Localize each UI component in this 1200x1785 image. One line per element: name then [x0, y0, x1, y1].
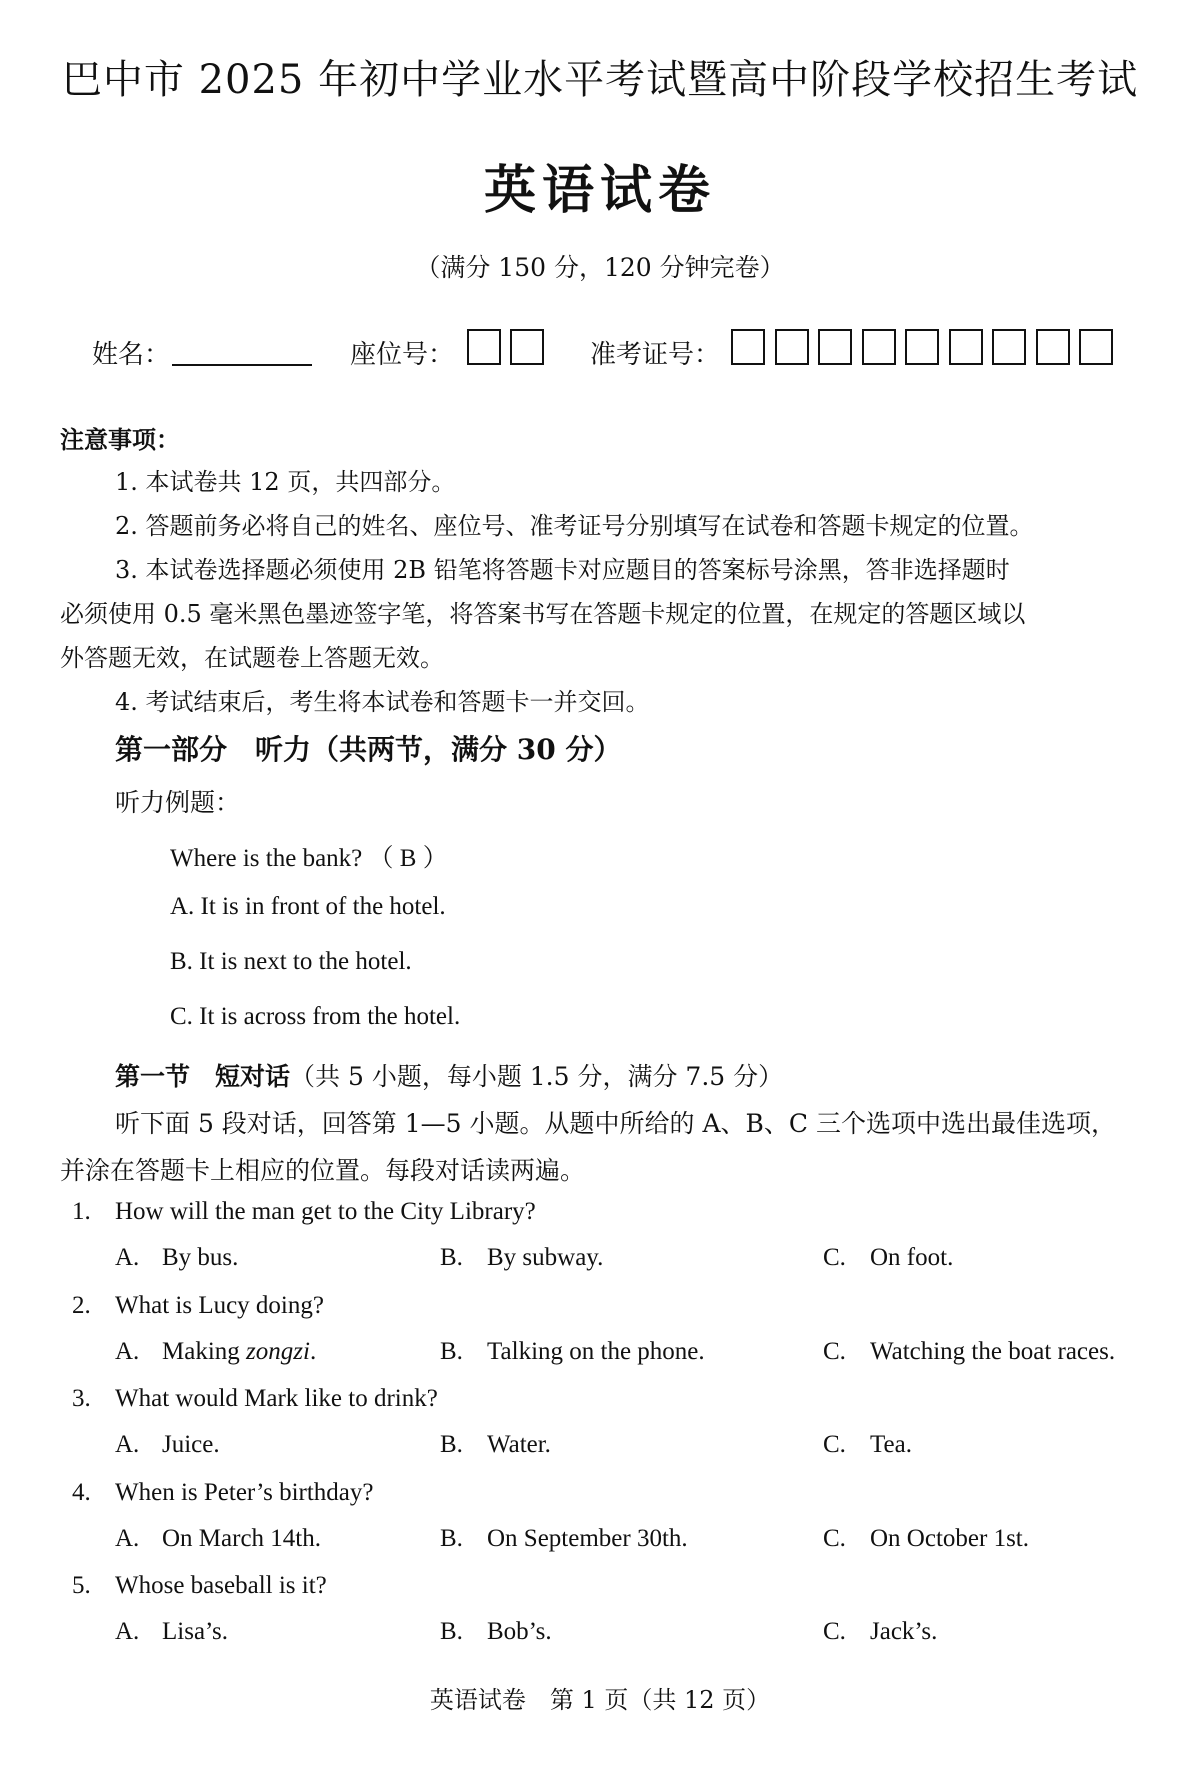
- option-c-text: Tea.: [870, 1431, 912, 1458]
- option-a-text: [162, 1431, 220, 1459]
- option-a-label: A.: [115, 1618, 140, 1645]
- note-item: 2. 答题前务必将自己的姓名、座位号、准考证号分别填写在试卷和答题卡规定的位置。: [115, 512, 1034, 540]
- option-a-label: A.: [115, 1431, 140, 1458]
- note-item: 1. 本试卷共 12 页，共四部分。: [115, 468, 456, 496]
- option-c-label: C.: [823, 1618, 846, 1645]
- example-question: Where is the bank? （ B ）: [170, 845, 448, 872]
- answer-digit-box[interactable]: [949, 329, 983, 365]
- answer-digit-box[interactable]: [731, 329, 765, 365]
- option-a-label: A.: [115, 1337, 140, 1365]
- option-c-text: Jack’s.: [870, 1618, 938, 1645]
- option-a-main: By bus.: [162, 1244, 239, 1271]
- answer-digit-box[interactable]: [992, 329, 1026, 365]
- answer-digit-box[interactable]: [862, 329, 896, 365]
- name-label: 姓名：: [92, 340, 171, 370]
- exam-number-label: 准考证号：: [590, 340, 721, 370]
- question-text: Whose baseball is it?: [115, 1572, 327, 1599]
- option-b-text: Bob’s.: [487, 1618, 552, 1645]
- option-a-label: A.: [115, 1244, 140, 1271]
- option-a-italic: zongzi: [246, 1337, 310, 1365]
- section1-instructions: 听下面 5 段对话，回答第 1—5 小题。从题中所给的 A、B、C 三个选项中选出最佳选项，: [115, 1109, 1116, 1138]
- question-number: 1.: [72, 1198, 91, 1225]
- option-a-main: Lisa’s.: [162, 1618, 228, 1645]
- answer-digit-box[interactable]: [905, 329, 939, 365]
- option-b-label: B.: [440, 1431, 463, 1458]
- note-item: 必须使用 0.5 毫米黑色墨迹签字笔，将答案书写在答题卡规定的位置，在规定的答题区域以: [60, 600, 1026, 628]
- exam-title: 巴中市 2025 年初中学业水平考试暨高中阶段学校招生考试: [61, 57, 1139, 103]
- option-a-label: A.: [115, 1524, 140, 1552]
- option-c-text: On foot.: [870, 1244, 954, 1271]
- question-text: When is Peter’s birthday?: [115, 1478, 374, 1506]
- example-option-a: A. It is in front of the hotel.: [170, 893, 446, 920]
- seat-label: 座位号：: [350, 340, 455, 370]
- answer-digit-box[interactable]: [775, 329, 809, 365]
- option-c-label: C.: [823, 1524, 846, 1552]
- answer-digit-box[interactable]: [1079, 329, 1113, 365]
- option-b-label: B.: [440, 1337, 463, 1365]
- question-number: 3.: [72, 1385, 91, 1412]
- option-b-text: On September 30th.: [487, 1524, 688, 1552]
- paper-title: 英语试卷: [483, 160, 716, 221]
- option-a-main: Juice.: [162, 1431, 220, 1458]
- score-time-note: （满分 150 分，120 分钟完卷）: [415, 253, 785, 282]
- answer-digit-box[interactable]: [467, 329, 501, 365]
- page-footer: 英语试卷 第 1 页（共 12 页）: [429, 1686, 771, 1714]
- option-a-text: [162, 1525, 321, 1553]
- question-number: 4.: [72, 1478, 91, 1506]
- example-label: 听力例题：: [115, 788, 241, 817]
- section1-title: 第一节 短对话: [115, 1062, 291, 1091]
- note-item: 外答题无效，在试题卷上答题无效。: [60, 644, 444, 672]
- name-field[interactable]: [172, 364, 312, 366]
- question-number: 2.: [72, 1291, 91, 1319]
- section1-instructions: 并涂在答题卡上相应的位置。每段对话读两遍。: [60, 1156, 586, 1185]
- option-a-text: [162, 1244, 238, 1272]
- note-item: 4. 考试结束后，考生将本试卷和答题卡一并交回。: [115, 688, 650, 716]
- answer-digit-box[interactable]: [1036, 329, 1070, 365]
- option-c-label: C.: [823, 1337, 846, 1365]
- section1-score-note: （共 5 小题，每小题 1.5 分，满分 7.5 分）: [290, 1062, 784, 1091]
- part1-heading: 第一部分 听力（共两节，满分 30 分）: [115, 733, 622, 766]
- option-b-text: Water.: [487, 1431, 551, 1458]
- question-text: What is Lucy doing?: [115, 1291, 324, 1319]
- option-a-main: Making: [162, 1337, 247, 1365]
- option-c-text: Watching the boat races.: [870, 1337, 1116, 1365]
- option-a-text: [162, 1618, 228, 1646]
- option-a-main: On March 14th.: [162, 1524, 321, 1552]
- question-text: How will the man get to the City Library?: [115, 1198, 536, 1225]
- option-b-text: Talking on the phone.: [487, 1337, 705, 1365]
- note-item: 3. 本试卷选择题必须使用 2B 铅笔将答题卡对应题目的答案标号涂黑，答非选择题时: [115, 556, 1010, 584]
- option-b-text: By subway.: [487, 1244, 604, 1271]
- question-text: What would Mark like to drink?: [115, 1385, 438, 1412]
- option-c-label: C.: [823, 1431, 846, 1458]
- answer-digit-box[interactable]: [818, 329, 852, 365]
- option-b-label: B.: [440, 1618, 463, 1645]
- option-a-tail: .: [309, 1337, 317, 1365]
- option-b-label: B.: [440, 1244, 463, 1271]
- section1-heading: [115, 1057, 783, 1093]
- option-a-text: [162, 1338, 316, 1366]
- example-option-c: C. It is across from the hotel.: [170, 1003, 461, 1030]
- option-c-text: On October 1st.: [870, 1524, 1029, 1552]
- notes-heading: 注意事项：: [60, 425, 180, 454]
- answer-digit-box[interactable]: [510, 329, 544, 365]
- example-option-b: B. It is next to the hotel.: [170, 948, 412, 975]
- option-b-label: B.: [440, 1524, 463, 1552]
- question-number: 5.: [72, 1572, 91, 1599]
- option-c-label: C.: [823, 1244, 846, 1271]
